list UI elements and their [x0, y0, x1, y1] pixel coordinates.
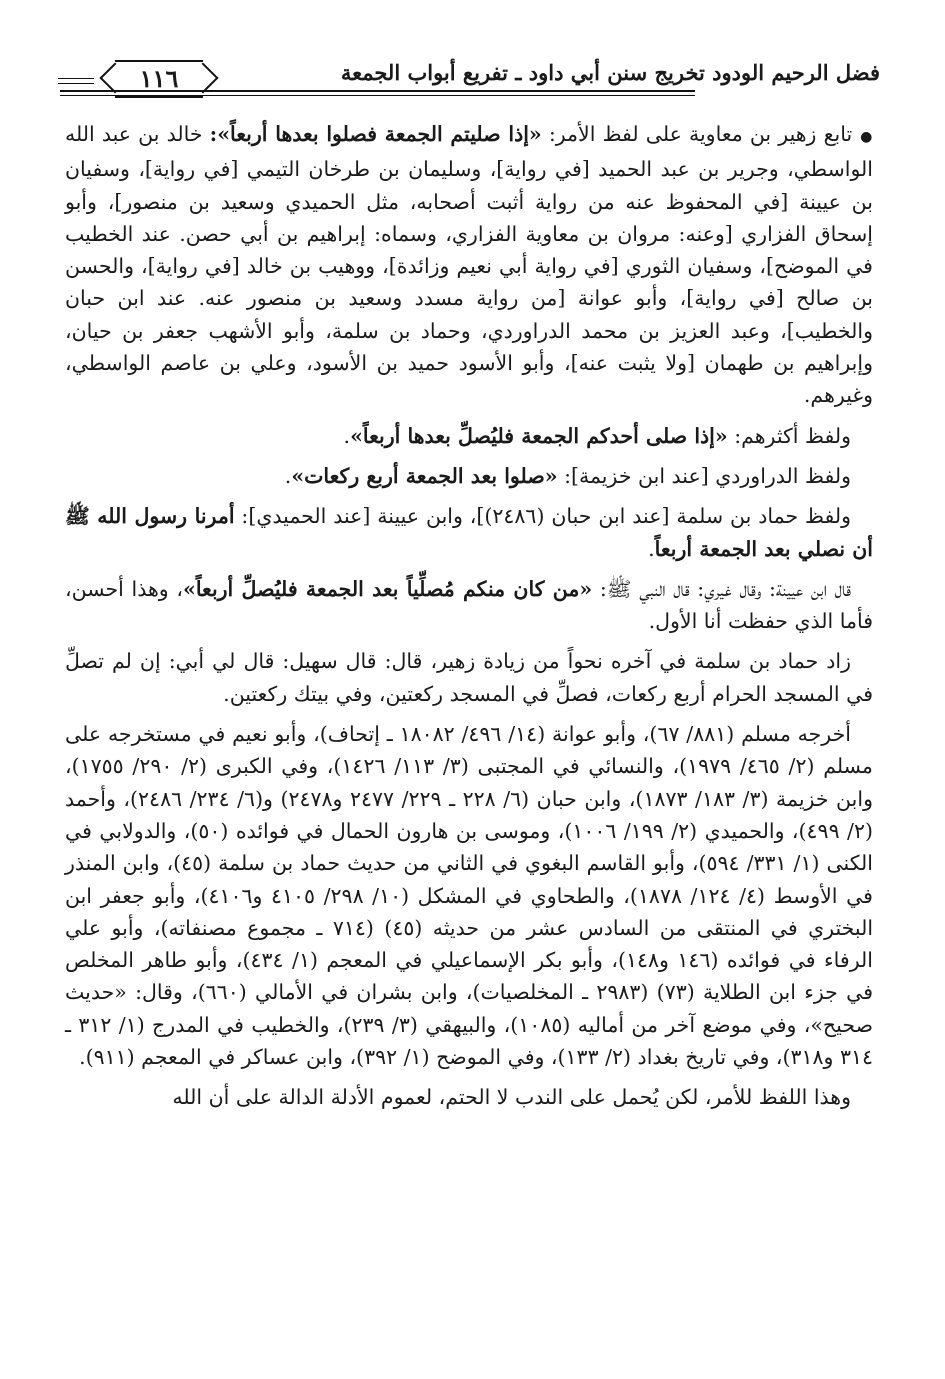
paragraph [65, 645, 873, 710]
paragraph-text: قال ابن عيينة: وقال غيري: قال النبي ﷺ: [592, 576, 851, 601]
paragraph [65, 573, 873, 638]
page-body [65, 118, 873, 1122]
hadith-text: «من كان منكم مُصلِّياً بعد الجمعة فليُصلِّ أربعاً» [183, 576, 593, 601]
hadith-text: «صلوا بعد الجمعة أربع ركعات» [291, 463, 558, 488]
hadith-text: «إذا صلى أحدكم الجمعة فليُصلِّ بعدها أربعاً» [350, 423, 728, 448]
paragraph-text: أخرجه مسلم (٨٨١/ ٦٧)، وأبو عوانة (١٤/ ٤٩٦/ ١٨٠٨٢ ـ إتحاف)، وأبو نعيم في مستخرجه على مسلم (٢/ ٤٦٥/ ١٩٧٩)، والنسائي في المجتبى (٣/ ١١٣/ ١٤٢٦)، وفي الكبرى (٢/ ٢٩٠/ ١٧٥٥)، وابن خزيمة (٣/ ١٨٣/ ١٨٧٣)، وابن حبان (٦/ ٢٢٨ ـ ٢٢٩/ ٢٤٧٧ و٢٤٧٨) و(٦/ ٢٣٤/ ٢٤٨٦)، وأحمد (٢/ ٤٩٩)، والحميدي (٢/ ١٩٩/ ١٠٠٦)، وموسى بن هارون الحمال في فوائده (٥٠)، والدولابي في الكنى (١/ ٣٣١/ ٥٩٤)، وأبو القاسم البغوي في الثاني من حديث حماد بن سلمة (٤٥)، وابن المنذر في الأوسط (٤/ ١٢٤/ ١٨٧٨)، والطحاوي في المشكل (١٠/ ٢٩٨/ ٤١٠٥ و٤١٠٦)، وأبو جعفر ابن البختري في المنتقى من السادس عشر من حديثه (٤٥) (٧١٤ ـ مجموع مصنفاته)، وأبو علي الرفاء في فوائده (١٤٦ و١٤٨)، وأبو بكر الإسماعيلي في المعجم (١/ ٤٣٤)، وأبو طاهر المخلص في جزء ابن الطلاية (٧٣) (٢٩٨٣ ـ المخلصيات)، وابن بشران في الأمالي (٦٦٠)، وقال: «حديث صحيح»، وفي موضع آخر من أماليه (١٠٨٥)، والبيهقي (٣/ ٢٣٩)، والخطيب في المدرج (١/ ٣١٢ ـ ٣١٤ و٣١٨)، وفي تاريخ بغداد (٢/ ١٣٣)، وفي الموضح (١/ ٣٩٢)، وابن عساكر في المعجم (٩١١). [65, 722, 874, 1070]
paragraph-text: . [648, 536, 655, 561]
paragraph-text: ولفظ حماد بن سلمة [عند ابن حبان (٢٤٨٦)]، وابن عيينة [عند الحميدي]: [234, 504, 851, 529]
page-number: ١١٦ [115, 60, 203, 98]
paragraph-text: ، وهذا أحسن، فأما الذي حفظت أنا الأول. [65, 576, 873, 634]
paragraph-text: زاد حماد بن سلمة في آخره نحواً من زيادة زهير، قال: قال سهيل: قال لي أبي: إن لم تصلِّ في المسجد الحرام أربع ركعات، فصلِّ في المسجد ركعتين، وفي بيتك ركعتين. [65, 649, 873, 706]
paragraph-text: وهذا اللفظ للأمر، لكن يُحمل على الندب لا الحتم، لعموم الأدلة الدالة على أن الله [172, 1085, 851, 1110]
paragraph-text: تابع زهير بن معاوية على لفظ الأمر: [541, 122, 853, 146]
paragraph [65, 500, 873, 565]
header-rule [58, 83, 94, 84]
paragraph-text: . [343, 423, 351, 448]
paragraph-text: ولفظ الدراوردي [عند ابن خزيمة]: [557, 463, 851, 488]
running-title: فضل الرحيم الودود تخريج سنن أبي داود ـ تفريع أبواب الجمعة [340, 60, 880, 85]
paragraph [65, 460, 873, 492]
bullet-icon: ● [860, 129, 873, 145]
paragraph [65, 1081, 873, 1113]
paragraph [65, 420, 873, 452]
page-header [60, 56, 880, 96]
paragraph [65, 118, 873, 412]
paragraph-text: خالد بن عبد الله الواسطي، وجرير بن عبد الحميد [في رواية]، وسليمان بن طرخان التيمي [في رواية]، وسفيان بن عيينة [في المحفوظ عنه من رواية أثبت أصحابه، مثل الحميدي وسعيد بن منصور]، وأبو إسحاق الفزاري [وعنه: مروان بن معاوية الفزاري، وسماه: إبراهيم بن أبي حصن. عند الخطيب في الموضح]، وسفيان الثوري [في رواية أبي نعيم وزائدة]، ووهيب بن خالد [في رواية]، والحسن بن صالح [في رواية]، وأبو عوانة [من رواية مسدد وسعيد بن منصور عنه. عند ابن حبان والخطيب]، وعبد العزيز بن محمد الدراوردي، وحماد بن سلمة، وأبو الأشهب جعفر بن حيان، وإبراهيم بن طهمان [ولا يثبت عنه]، وأبو الأسود حميد بن الأسود، وعلي بن عاصم الواسطي، وغيرهم. [65, 122, 873, 408]
hadith-text: «إذا صليتم الجمعة فصلوا بعدها أربعاً»: [209, 122, 542, 146]
paragraph-text: ولفظ أكثرهم: [727, 423, 851, 448]
header-rule [58, 78, 94, 79]
paragraph-text: . [284, 463, 292, 488]
hadith-text: أمرنا رسول الله ﷺ أن نصلي بعد الجمعة أربعاً [65, 504, 873, 561]
paragraph [65, 718, 873, 1073]
